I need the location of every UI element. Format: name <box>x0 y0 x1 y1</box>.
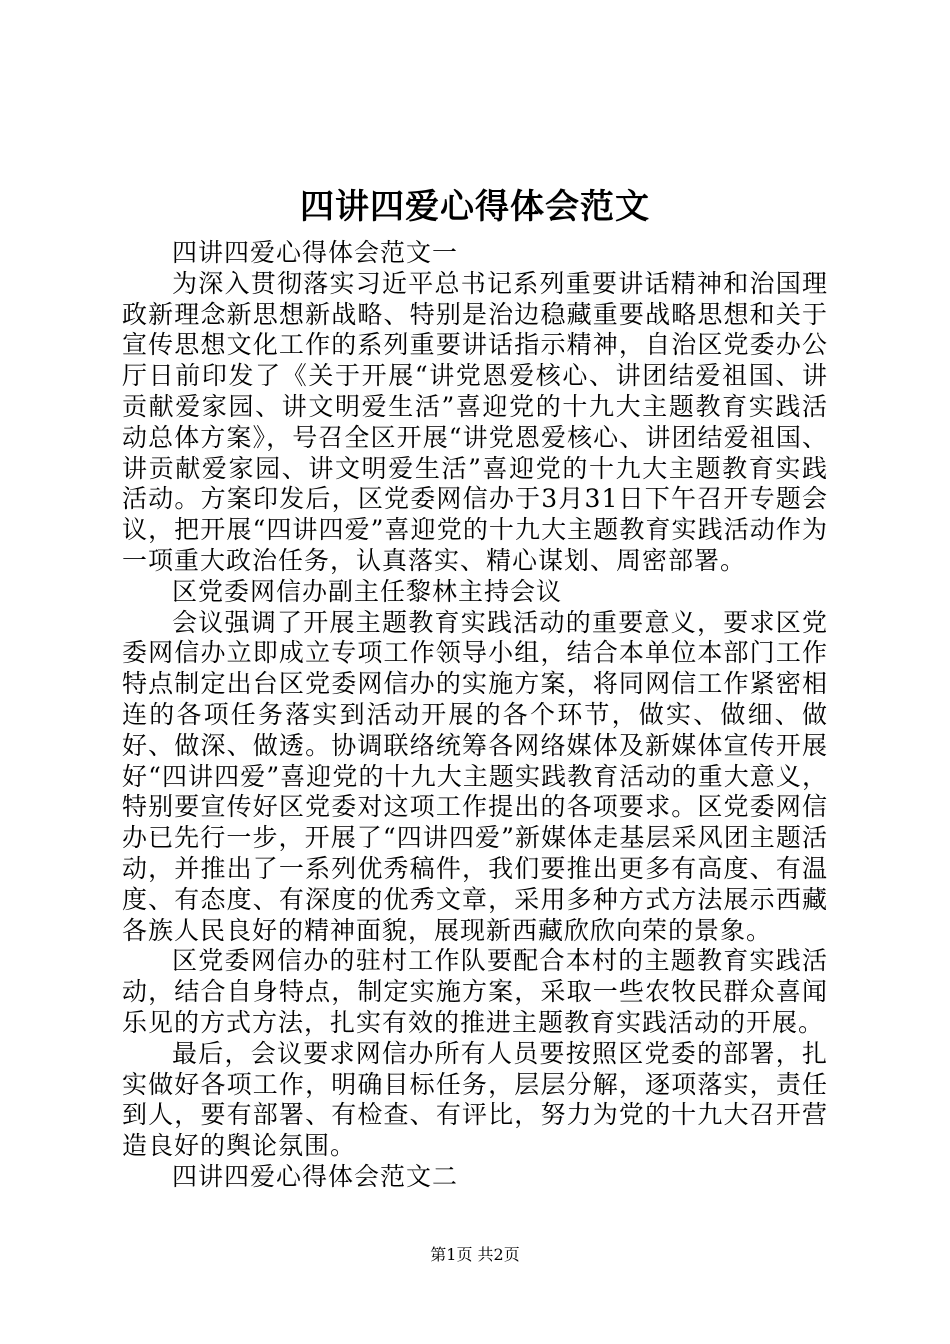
paragraph-intro: 为深入贯彻落实习近平总书记系列重要讲话精神和治国理政新理念新思想新战略、特别是治边稳藏重要战略思想和关于宣传思想文化工作的系列重要讲话指示精神，自治区党委办公厅日前印发了《关于开展“讲党恩爱核心、讲团结爱祖国、讲贡献爱家园、讲文明爱生活”喜迎党的十九大主题教育实践活动总体方案》，号召全区开展“讲党恩爱核心、讲团结爱祖国、讲贡献爱家园、讲文明爱生活”喜迎党的十九大主题教育实践活动。方案印发后，区党委网信办于3月31日下午召开专题会议，把开展“四讲四爱”喜迎党的十九大主题教育实践活动作为一项重大政治任务，认真落实、精心谋划、周密部署。 <box>122 268 828 575</box>
paragraph-section-heading-2: 四讲四爱心得体会范文二 <box>172 1161 459 1191</box>
document-body <box>122 238 828 1193</box>
paragraph-section-heading-1: 四讲四爱心得体会范文一 <box>172 238 459 267</box>
paragraph-village-team: 区党委网信办的驻村工作队要配合本村的主题教育实践活动，结合自身特点，制定实施方案，采取一些农牧民群众喜闻乐见的方式方法，扎实有效的推进主题教育实践活动的开展。 <box>122 946 828 1037</box>
page-number-footer: 第1页 共2页 <box>430 1245 520 1264</box>
paragraph-conclusion: 最后，会议要求网信办所有人员要按照区党委的部署，扎实做好各项工作，明确目标任务，层层分解，逐项落实，责任到人，要有部署、有检查、有评比，努力为党的十九大召开营造良好的舆论氛围。 <box>122 1038 828 1161</box>
paragraph-meeting-host: 区党委网信办副主任黎林主持会议 <box>172 576 563 606</box>
document-title: 四讲四爱心得体会范文 <box>300 187 650 227</box>
paragraph-meeting-emphasis: 会议强调了开展主题教育实践活动的重要意义，要求区党委网信办立即成立专项工作领导小组，结合本单位本部门工作特点制定出台区党委网信办的实施方案，将同网信工作紧密相连的各项任务落实到活动开展的各个环节，做实、做细、做好、做深、做透。协调联络统筹各网络媒体及新媒体宣传开展好“四讲四爱”喜迎党的十九大主题实践教育活动的重大意义，特别要宣传好区党委对这项工作提出的各项要求。区党委网信办已先行一步，开展了“四讲四爱”新媒体走基层采风团主题活动，并推出了一系列优秀稿件，我们要推出更多有高度、有温度、有态度、有深度的优秀文章，采用多种方式方法展示西藏各族人民良好的精神面貌，展现新西藏欣欣向荣的景象。 <box>122 607 828 945</box>
